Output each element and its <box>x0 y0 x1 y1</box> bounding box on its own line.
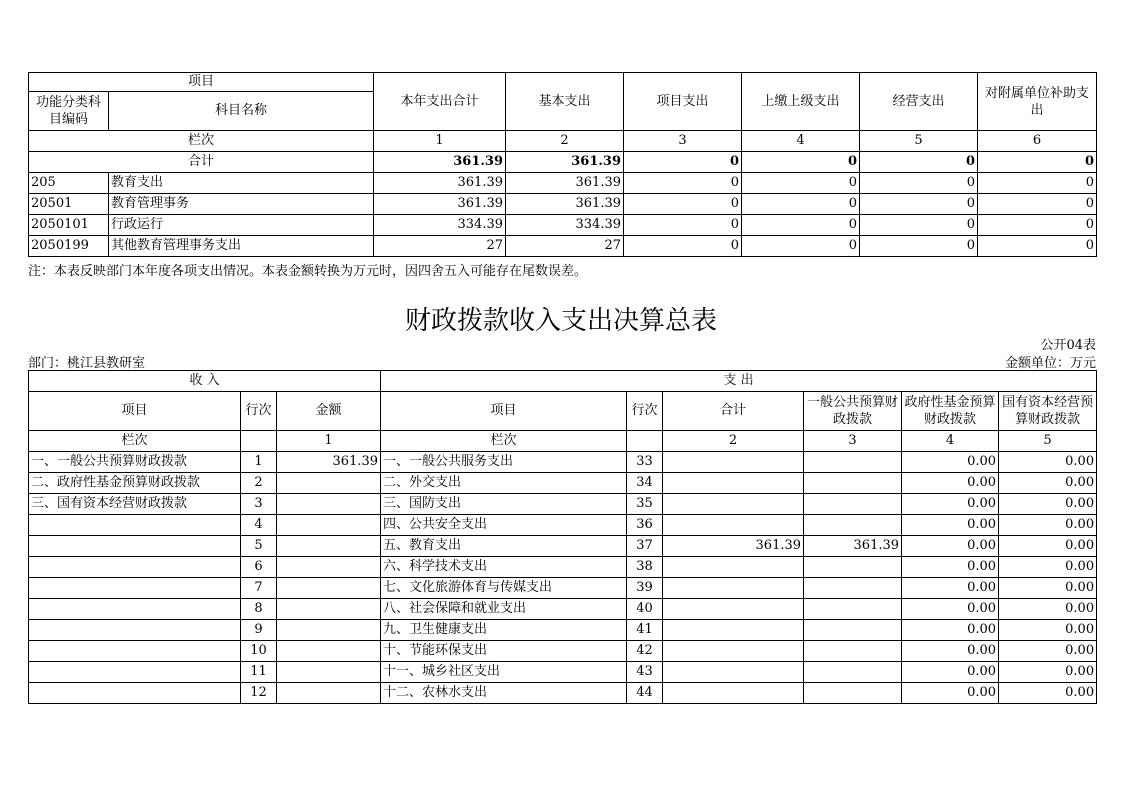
income-amount <box>277 683 381 704</box>
expense-state-capital: 0.00 <box>999 599 1097 620</box>
expense-gov-fund: 0.00 <box>902 620 999 641</box>
expense-state-capital: 0.00 <box>999 557 1097 578</box>
row-value: 0 <box>624 194 742 215</box>
row-value: 0 <box>978 215 1097 236</box>
expense-total <box>663 599 804 620</box>
expense-gen-budget <box>804 452 902 473</box>
income-line: 4 <box>241 515 277 536</box>
expense-item: 六、科学技术支出 <box>381 557 627 578</box>
row-value: 361.39 <box>374 173 506 194</box>
col-num: 4 <box>902 431 999 452</box>
income-amount <box>277 515 381 536</box>
row-value: 0 <box>742 236 860 257</box>
income-amount <box>277 641 381 662</box>
income-item: 一、一般公共预算财政拨款 <box>29 452 241 473</box>
expense-gov-fund: 0.00 <box>902 578 999 599</box>
row-value: 0 <box>742 173 860 194</box>
expense-item: 二、外交支出 <box>381 473 627 494</box>
expense-gov-fund: 0.00 <box>902 599 999 620</box>
col-label: 栏次 <box>381 431 627 452</box>
expense-total <box>663 557 804 578</box>
table-row <box>29 452 1097 473</box>
col-num: 2 <box>663 431 804 452</box>
expense-item: 十二、农林水支出 <box>381 683 627 704</box>
row-name: 其他教育管理事务支出 <box>109 236 374 257</box>
row-value: 334.39 <box>374 215 506 236</box>
header-in-amount: 金额 <box>277 392 381 431</box>
expense-state-capital: 0.00 <box>999 641 1097 662</box>
table-row <box>29 641 1097 662</box>
expense-gov-fund: 0.00 <box>902 641 999 662</box>
header-income: 收 入 <box>29 371 381 392</box>
expense-total <box>663 578 804 599</box>
expense-state-capital: 0.00 <box>999 515 1097 536</box>
table-row <box>29 494 1097 515</box>
col-num: 3 <box>804 431 902 452</box>
income-item: 二、政府性基金预算财政拨款 <box>29 473 241 494</box>
expense-gov-fund: 0.00 <box>902 683 999 704</box>
expense-line: 34 <box>627 473 663 494</box>
row-value: 0 <box>860 173 978 194</box>
col-num: 2 <box>506 131 624 152</box>
expense-line: 42 <box>627 641 663 662</box>
table-row <box>29 236 1097 257</box>
total-value: 0 <box>860 152 978 173</box>
income-line: 9 <box>241 620 277 641</box>
income-amount <box>277 536 381 557</box>
expense-gen-budget <box>804 683 902 704</box>
expense-gen-budget <box>804 662 902 683</box>
expense-gov-fund: 0.00 <box>902 452 999 473</box>
expense-gen-budget <box>804 578 902 599</box>
header-func-code: 功能分类科目编码 <box>29 92 109 131</box>
expense-item: 十、节能环保支出 <box>381 641 627 662</box>
row-value: 0 <box>860 236 978 257</box>
table-row <box>29 536 1097 557</box>
header-ex-item: 项目 <box>381 392 627 431</box>
income-item <box>29 683 241 704</box>
expense-item: 八、社会保障和就业支出 <box>381 599 627 620</box>
expense-gov-fund: 0.00 <box>902 494 999 515</box>
appropriation-table <box>28 370 1097 704</box>
header-state-capital: 国有资本经营预算财政拨款 <box>999 392 1097 431</box>
row-value: 361.39 <box>374 194 506 215</box>
header-col-6: 对附属单位补助支出 <box>978 73 1097 131</box>
expense-line: 44 <box>627 683 663 704</box>
col-num: 5 <box>860 131 978 152</box>
expense-state-capital: 0.00 <box>999 494 1097 515</box>
income-line: 3 <box>241 494 277 515</box>
expense-gen-budget <box>804 599 902 620</box>
income-line: 7 <box>241 578 277 599</box>
expense-line: 39 <box>627 578 663 599</box>
row-name: 教育支出 <box>109 173 374 194</box>
total-value: 0 <box>624 152 742 173</box>
col-num: 5 <box>999 431 1097 452</box>
expense-total <box>663 515 804 536</box>
expense-gen-budget <box>804 620 902 641</box>
row-value: 0 <box>624 236 742 257</box>
appropriation-rows <box>29 452 1097 704</box>
expense-total <box>663 620 804 641</box>
row-code: 20501 <box>29 194 109 215</box>
row-value: 0 <box>742 194 860 215</box>
header-ex-line: 行次 <box>627 392 663 431</box>
expense-item: 五、教育支出 <box>381 536 627 557</box>
header-gov-fund: 政府性基金预算财政拨款 <box>902 392 999 431</box>
expense-line: 38 <box>627 557 663 578</box>
header-ex-total: 合计 <box>663 392 804 431</box>
expense-item: 一、一般公共服务支出 <box>381 452 627 473</box>
expense-total <box>663 683 804 704</box>
income-amount <box>277 662 381 683</box>
form-tag: 公开04表 <box>1040 338 1096 353</box>
expense-total <box>663 662 804 683</box>
expense-line: 33 <box>627 452 663 473</box>
row-code: 2050199 <box>29 236 109 257</box>
income-item <box>29 662 241 683</box>
col-num: 4 <box>742 131 860 152</box>
table-row <box>29 620 1097 641</box>
expense-item: 十一、城乡社区支出 <box>381 662 627 683</box>
expense-state-capital: 0.00 <box>999 452 1097 473</box>
income-amount <box>277 599 381 620</box>
row-value: 0 <box>742 215 860 236</box>
income-amount: 361.39 <box>277 452 381 473</box>
total-label: 合计 <box>29 152 374 173</box>
expense-line: 36 <box>627 515 663 536</box>
department-label: 部门：桃江县教研室 <box>28 356 146 371</box>
header-col-4: 上缴上级支出 <box>742 73 860 131</box>
expense-gen-budget <box>804 473 902 494</box>
expense-state-capital: 0.00 <box>999 578 1097 599</box>
header-subject-name: 科目名称 <box>109 92 374 131</box>
col-num: 6 <box>978 131 1097 152</box>
expense-total <box>663 452 804 473</box>
expense-gen-budget <box>804 641 902 662</box>
income-item <box>29 641 241 662</box>
income-line: 2 <box>241 473 277 494</box>
row-value: 334.39 <box>506 215 624 236</box>
header-col-1: 本年支出合计 <box>374 73 506 131</box>
row-name: 教育管理事务 <box>109 194 374 215</box>
unit-label: 金额单位：万元 <box>1004 356 1096 371</box>
expenditure-table <box>28 72 1097 257</box>
total-value: 0 <box>742 152 860 173</box>
table-row <box>29 215 1097 236</box>
col-label: 栏次 <box>29 131 374 152</box>
expense-gov-fund: 0.00 <box>902 557 999 578</box>
table-row <box>29 173 1097 194</box>
row-name: 行政运行 <box>109 215 374 236</box>
table-row <box>29 473 1097 494</box>
table-row <box>29 683 1097 704</box>
col-label: 栏次 <box>29 431 241 452</box>
expense-item: 九、卫生健康支出 <box>381 620 627 641</box>
income-amount <box>277 620 381 641</box>
income-amount <box>277 557 381 578</box>
income-line: 6 <box>241 557 277 578</box>
income-item <box>29 515 241 536</box>
expense-state-capital: 0.00 <box>999 620 1097 641</box>
income-line: 8 <box>241 599 277 620</box>
row-value: 0 <box>860 215 978 236</box>
income-line: 12 <box>241 683 277 704</box>
expense-gen-budget <box>804 557 902 578</box>
expense-item: 四、公共安全支出 <box>381 515 627 536</box>
row-value: 0 <box>624 173 742 194</box>
col-num: 3 <box>624 131 742 152</box>
row-value: 0 <box>860 194 978 215</box>
page-title: 财政拨款收入支出决算总表 <box>404 306 717 336</box>
expense-state-capital: 0.00 <box>999 473 1097 494</box>
income-item: 三、国有资本经营财政拨款 <box>29 494 241 515</box>
income-item <box>29 536 241 557</box>
row-value: 27 <box>506 236 624 257</box>
expense-total <box>663 494 804 515</box>
expense-state-capital: 0.00 <box>999 683 1097 704</box>
income-amount <box>277 473 381 494</box>
expense-item: 七、文化旅游体育与传媒支出 <box>381 578 627 599</box>
expense-gen-budget <box>804 494 902 515</box>
row-value: 361.39 <box>506 173 624 194</box>
expense-total: 361.39 <box>663 536 804 557</box>
total-value: 361.39 <box>374 152 506 173</box>
expense-line: 41 <box>627 620 663 641</box>
header-col-5: 经营支出 <box>860 73 978 131</box>
income-amount <box>277 494 381 515</box>
header-in-item: 项目 <box>29 392 241 431</box>
income-item <box>29 578 241 599</box>
col-num: 1 <box>374 131 506 152</box>
row-value: 0 <box>624 215 742 236</box>
income-amount <box>277 578 381 599</box>
income-item <box>29 620 241 641</box>
header-col-2: 基本支出 <box>506 73 624 131</box>
col-num: 1 <box>277 431 381 452</box>
row-value: 0 <box>978 194 1097 215</box>
expense-gov-fund: 0.00 <box>902 662 999 683</box>
expense-line: 43 <box>627 662 663 683</box>
table-row <box>29 515 1097 536</box>
row-value: 361.39 <box>506 194 624 215</box>
income-line: 1 <box>241 452 277 473</box>
row-value: 0 <box>978 173 1097 194</box>
table-note: 注：本表反映部门本年度各项支出情况。本表金额转换为万元时，因四舍五入可能存在尾数误差。 <box>28 264 588 279</box>
row-code: 205 <box>29 173 109 194</box>
total-row <box>29 152 1097 173</box>
expense-state-capital: 0.00 <box>999 662 1097 683</box>
total-value: 361.39 <box>506 152 624 173</box>
income-item <box>29 599 241 620</box>
expense-gov-fund: 0.00 <box>902 473 999 494</box>
expense-gov-fund: 0.00 <box>902 536 999 557</box>
header-col-3: 项目支出 <box>624 73 742 131</box>
expense-line: 35 <box>627 494 663 515</box>
expense-line: 40 <box>627 599 663 620</box>
header-expense: 支 出 <box>381 371 1097 392</box>
expense-gen-budget <box>804 515 902 536</box>
expense-state-capital: 0.00 <box>999 536 1097 557</box>
expense-gov-fund: 0.00 <box>902 515 999 536</box>
table-row <box>29 557 1097 578</box>
income-line: 10 <box>241 641 277 662</box>
expense-total <box>663 641 804 662</box>
table-row <box>29 194 1097 215</box>
expense-gen-budget: 361.39 <box>804 536 902 557</box>
header-gen-budget: 一般公共预算财政拨款 <box>804 392 902 431</box>
total-value: 0 <box>978 152 1097 173</box>
income-item <box>29 557 241 578</box>
header-item: 项目 <box>29 73 374 92</box>
expense-line: 37 <box>627 536 663 557</box>
table-row <box>29 578 1097 599</box>
row-code: 2050101 <box>29 215 109 236</box>
income-line: 5 <box>241 536 277 557</box>
header-in-line: 行次 <box>241 392 277 431</box>
table-row <box>29 662 1097 683</box>
row-value: 0 <box>978 236 1097 257</box>
row-value: 27 <box>374 236 506 257</box>
income-line: 11 <box>241 662 277 683</box>
table-row <box>29 599 1097 620</box>
expense-total <box>663 473 804 494</box>
expense-item: 三、国防支出 <box>381 494 627 515</box>
